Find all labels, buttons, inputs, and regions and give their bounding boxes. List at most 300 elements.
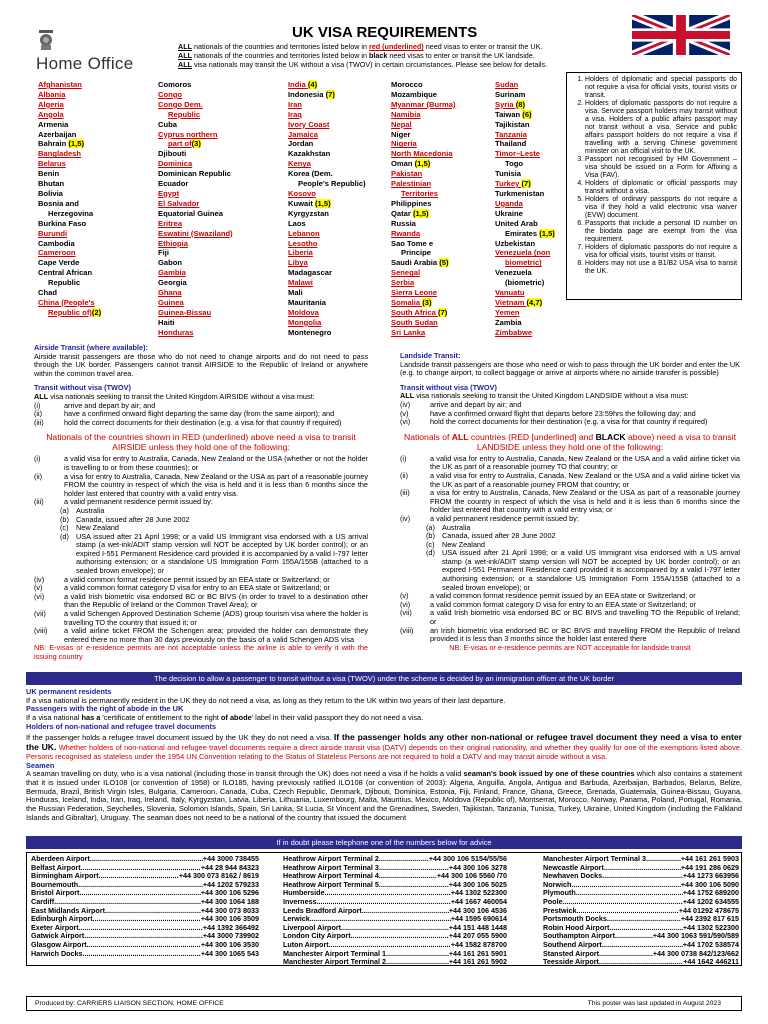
location-name: London City Airport — [283, 931, 351, 941]
country-item — [495, 169, 555, 179]
dot-leader — [607, 915, 681, 924]
list-item — [34, 627, 368, 644]
location-name: Gatwick Airport — [31, 931, 85, 941]
country-name: Honduras — [158, 327, 194, 337]
landside-items-2 — [400, 592, 740, 644]
dot-leader — [105, 907, 201, 916]
country-item — [495, 149, 555, 159]
footnote-item: 5. Holders of ordinary passports do not require a visa if they hold a valid electronic visa waiver (EVW) document. — [585, 196, 737, 220]
country-item — [38, 179, 101, 189]
landside-items — [400, 455, 740, 524]
country-item — [158, 258, 233, 268]
country-footnote-ref: (3) — [422, 297, 432, 307]
item-text: have a confirmed onward flight that departs before 23:59hrs the following day; and — [430, 408, 696, 418]
location-name: Exeter Airport — [31, 922, 79, 932]
item-text: a valid common format category D visa for entry to an EEA state or Switzerland; or — [430, 599, 697, 609]
phone-number: +44 300 1063 591/590/589 — [652, 931, 739, 941]
item-label: (c) — [60, 523, 69, 533]
location-name: Luton Airport — [283, 939, 329, 949]
country-name: Republic — [168, 109, 201, 119]
item-text: hold the correct documents for their destination (e.g. a visa for that country if required) — [430, 417, 708, 427]
country-item — [288, 100, 366, 110]
airside-items-2 — [34, 576, 368, 645]
country-item — [38, 258, 101, 268]
country-footnote-ref: (1,5) — [414, 159, 431, 169]
country-name: Armenia — [38, 119, 69, 129]
country-name: Herzegovina — [48, 208, 94, 218]
country-item — [495, 159, 555, 169]
country-name: South Africa — [391, 307, 438, 317]
country-name: Ecuador — [158, 179, 189, 189]
item-label: (b) — [60, 514, 69, 524]
country-item — [158, 90, 233, 100]
seamen-heading: Seamen — [26, 760, 55, 770]
country-item — [495, 318, 555, 328]
country-name: Rwanda — [391, 228, 421, 238]
country-name: Turkmenistan — [495, 188, 545, 198]
footer-updated: This poster was last updated in August 2023 — [587, 1000, 721, 1007]
location-name: Heathrow Airport Terminal 3 — [283, 862, 379, 872]
country-name: Algeria — [38, 99, 64, 109]
country-footnote-ref: (7) — [521, 179, 531, 189]
country-name: Libya — [288, 258, 308, 268]
item-label: (v) — [34, 583, 43, 593]
intro-text-b: need visas to enter or transit the UK. — [423, 42, 543, 51]
country-footnote-ref: (3) — [191, 139, 201, 149]
item-text: a valid Schengen Approved Destination Scheme (ADS) group tourism visa where the holder is travelling TO the country that issued it; or — [64, 609, 368, 627]
airside-red-heading: Nationals of the countries shown in RED (underlined) above need a visa to transit AIRSIDE unless they hold one of the following: — [46, 432, 356, 453]
phone-number: +44 1273 663956 — [682, 871, 739, 881]
country-item — [288, 318, 366, 328]
dot-leader — [84, 932, 203, 941]
country-item — [288, 149, 366, 159]
dot-leader — [563, 898, 683, 907]
country-name: Mozambique — [391, 89, 437, 99]
country-item — [288, 209, 366, 219]
country-name: Ethiopia — [158, 238, 188, 248]
intro-highlight: red (underlined) — [368, 42, 424, 51]
country-name: Mauritania — [288, 297, 326, 307]
item-text: Canada, issued after 28 June 2002 — [442, 531, 556, 541]
country-name: Cyprus northern — [158, 129, 218, 139]
country-name: Kuwait — [288, 198, 316, 208]
country-name: Ivory Coast — [288, 119, 330, 129]
location-name: Liverpool Airport — [283, 922, 342, 932]
country-name: Cape Verde — [38, 258, 80, 268]
country-item — [158, 278, 233, 288]
country-item — [495, 199, 555, 209]
country-item — [38, 169, 101, 179]
country-name: Myanmar (Burma) — [391, 99, 456, 109]
country-name: (biometric) — [505, 278, 545, 288]
location-name: Heathrow Airport Terminal 5 — [283, 879, 379, 889]
item-label: (i) — [34, 400, 41, 410]
location-name: Newcastle Airport — [543, 862, 604, 872]
country-name: Guinea-Bissau — [158, 307, 212, 317]
country-footnote-ref: (5) — [439, 258, 449, 268]
dot-leader — [79, 924, 203, 933]
item-label: (vii) — [34, 609, 46, 619]
country-item — [158, 239, 233, 249]
twov-decision-banner: The decision to allow a passenger to transit without a visa (TWOV) under the scheme is decided by an immigration officer at the UK border — [26, 672, 742, 685]
phone-number: +44 1667 460054 — [450, 896, 507, 906]
intro-line — [178, 60, 608, 69]
intro-text-a: nationals of the countries and territories listed below in — [191, 51, 369, 61]
country-name: Bosnia and — [38, 198, 79, 208]
country-name: Ukraine — [495, 208, 523, 218]
item-label: (ii) — [34, 409, 43, 419]
country-item — [391, 278, 456, 288]
country-item — [495, 328, 555, 338]
country-footnote-ref: (7) — [437, 307, 448, 317]
country-item — [391, 248, 456, 258]
country-item — [288, 130, 366, 140]
country-name: Taiwan — [495, 109, 523, 119]
country-item — [288, 278, 366, 288]
landside-section — [400, 352, 740, 652]
phone-number: +44 28 944 84323 — [200, 862, 259, 872]
item-text: a valid common format residence permit issued by an EEA state or Switzerland; or — [64, 574, 330, 584]
country-item — [158, 298, 233, 308]
location-name: Leeds Bradford Airport — [283, 905, 362, 915]
dot-leader — [90, 855, 203, 864]
country-item — [391, 120, 456, 130]
country-name: Nepal — [391, 119, 412, 129]
country-column-1 — [38, 80, 101, 318]
country-item — [391, 219, 456, 229]
location-name: Cardiff — [31, 896, 55, 906]
intro-line — [178, 51, 608, 60]
item-label: (v) — [400, 591, 409, 601]
country-name: Palestinian — [391, 179, 432, 189]
item-text: a valid permanent residence permit issued by: — [64, 497, 213, 507]
country-name: Gabon — [158, 258, 183, 268]
country-name: Chad — [38, 288, 57, 298]
country-name: Indonesia — [288, 89, 326, 99]
phone-number: +44 1752 689200 — [682, 888, 739, 898]
item-label: (d) — [426, 548, 435, 558]
country-item — [495, 120, 555, 130]
union-flag-icon — [632, 15, 730, 55]
country-column-2 — [158, 80, 233, 338]
royal-crest-icon — [36, 28, 56, 52]
location-name: Bournemouth — [31, 879, 79, 889]
list-item — [400, 549, 740, 592]
item-label: (c) — [426, 539, 435, 549]
country-footnote-ref: (1,5) — [412, 208, 429, 218]
country-item — [391, 308, 456, 318]
country-item — [288, 258, 366, 268]
country-item — [158, 179, 233, 189]
phone-number: +44 1202 579233 — [202, 879, 259, 889]
country-name: Malawi — [288, 278, 313, 288]
location-name: Heathrow Airport Terminal 4 — [283, 871, 379, 881]
phone-row — [543, 958, 739, 967]
country-item — [158, 199, 233, 209]
country-footnote-ref: (7) — [325, 89, 335, 99]
location-name: Portsmouth Docks — [543, 914, 607, 924]
country-item — [495, 110, 555, 120]
country-item — [288, 169, 366, 179]
country-name: Russia — [391, 218, 416, 228]
country-item — [158, 229, 233, 239]
country-item — [288, 110, 366, 120]
country-item — [391, 130, 456, 140]
item-text: a valid visa for entry to Australia, Canada, New Zealand or the USA and a valid airline ticket via the UK as part of a reasonable journey TO that country; or — [430, 453, 740, 472]
item-text: a valid common format residence permit issued by an EEA state or Switzerland; or — [430, 591, 696, 601]
location-name: Edinburgh Airport — [31, 914, 93, 924]
country-item — [288, 90, 366, 100]
country-name: Bangladesh — [38, 149, 82, 159]
item-label: (vi) — [34, 591, 45, 601]
item-label: (a) — [60, 505, 69, 515]
country-item — [495, 139, 555, 149]
phone-number: +44 191 286 0629 — [680, 862, 739, 872]
country-item — [391, 258, 456, 268]
dot-leader — [576, 889, 683, 898]
country-name: China (People's — [38, 297, 95, 307]
country-name: Kosovo — [288, 188, 316, 198]
dot-leader — [99, 872, 179, 881]
phone-number: +44 300 106 5154/55/56 — [428, 854, 507, 863]
footnotes-box — [566, 72, 742, 300]
item-text: have a confirmed onward flight departing the same day (from the same airport); and — [64, 409, 335, 419]
list-item — [400, 609, 740, 626]
list-item — [400, 489, 740, 515]
landside-intro: ALL visa nationals seeking to transit the United Kingdom LANDSIDE without a visa must: — [400, 391, 689, 401]
item-label: (iv) — [400, 399, 411, 409]
landside-subitems — [400, 524, 740, 593]
country-name: Vanuatu — [495, 288, 525, 298]
country-name: Gambia — [158, 268, 186, 278]
home-office-logo — [36, 28, 156, 73]
item-label: (d) — [60, 531, 69, 541]
country-item — [38, 209, 101, 219]
country-item — [38, 298, 101, 308]
perm-residents-heading: UK permanent residents — [26, 687, 112, 696]
location-name: Heathrow Airport Terminal 2 — [283, 854, 379, 863]
dot-leader — [386, 950, 449, 959]
country-name: South Sudan — [391, 317, 438, 327]
location-name: Newhaven Docks — [543, 871, 603, 881]
country-name: Central African — [38, 268, 93, 278]
airside-section — [34, 344, 368, 662]
phone-number: +44 3000 739902 — [202, 931, 259, 941]
phone-number: +44 2392 817 615 — [680, 914, 739, 924]
country-item — [391, 80, 456, 90]
country-name: Cameroon — [38, 248, 76, 258]
country-name: Tajikistan — [495, 119, 530, 129]
item-text: a valid visa for entry to Australia, Canada, New Zealand or the USA (whether or not the holder is travelling to or from these countries); or — [64, 454, 368, 472]
country-name: Dominica — [158, 159, 193, 169]
country-name: Bhutan — [38, 179, 65, 189]
country-item — [391, 199, 456, 209]
country-item — [288, 229, 366, 239]
country-name: Territories — [401, 188, 438, 198]
country-item — [391, 328, 456, 338]
country-item — [495, 179, 555, 189]
country-item — [158, 219, 233, 229]
phone-number: +44 300 106 3530 — [200, 939, 259, 949]
landside-heading: Landside Transit: — [400, 351, 461, 360]
phone-number: +44 300 106 5296 — [200, 888, 259, 898]
country-name: Djibouti — [158, 149, 187, 159]
country-name: Thailand — [495, 139, 527, 149]
phone-number: +44 1392 366492 — [202, 922, 259, 932]
dot-leader — [646, 855, 681, 864]
phone-number: +44 300 073 8162 / 8619 — [178, 871, 259, 881]
country-name: Uganda — [495, 198, 523, 208]
country-name: Madagascar — [288, 268, 332, 278]
airside-subitems — [34, 507, 368, 576]
country-name: Pakistan — [391, 169, 423, 179]
country-name: Kazakhstan — [288, 149, 331, 159]
country-item — [495, 219, 555, 229]
country-name: Georgia — [158, 278, 187, 288]
dot-leader — [79, 889, 200, 898]
country-item — [495, 248, 555, 258]
country-name: Congo — [158, 89, 183, 99]
list-item — [34, 610, 368, 627]
country-name: North Macedonia — [391, 149, 453, 159]
country-item — [158, 268, 233, 278]
phone-number: +44 1202 634555 — [682, 896, 739, 906]
country-item — [391, 268, 456, 278]
country-item — [38, 199, 101, 209]
phone-number: +44 207 055 5900 — [448, 931, 507, 941]
item-label: (vi) — [400, 599, 411, 609]
item-text: a valid Irish biometric visa endorsed BC or BC BIVS and travelling TO the Republic of Ireland; or — [430, 608, 740, 627]
item-label: (v) — [400, 408, 409, 418]
country-name: Eritrea — [158, 218, 183, 228]
country-item — [288, 308, 366, 318]
item-label: (viii) — [34, 626, 48, 636]
country-item — [288, 248, 366, 258]
item-label: (iii) — [34, 417, 44, 427]
country-item — [391, 149, 456, 159]
dot-leader — [83, 950, 201, 959]
country-item — [495, 288, 555, 298]
dot-leader — [379, 881, 449, 890]
country-name: Timor–Leste — [495, 149, 541, 159]
country-item — [158, 209, 233, 219]
country-item — [495, 209, 555, 219]
country-item — [495, 90, 555, 100]
dot-leader — [615, 932, 653, 941]
item-text: Australia — [76, 505, 105, 515]
country-name: Yemen — [495, 307, 520, 317]
footnotes-list — [571, 76, 737, 276]
country-item — [38, 229, 101, 239]
item-text: a valid common format category D visa for entry to an EEA state or Switzerland; or — [64, 583, 331, 593]
phone-column-1 — [31, 855, 259, 958]
country-item — [391, 209, 456, 219]
country-name: Niger — [391, 129, 411, 139]
item-text: Canada, issued after 28 June 2002 — [76, 514, 190, 524]
country-name: Uzbekistan — [495, 238, 536, 248]
country-item — [495, 258, 555, 268]
page-title: UK VISA REQUIREMENTS — [292, 24, 478, 41]
country-item — [391, 169, 456, 179]
refugee-text: If the passenger holds a refugee travel document issued by the UK they do not need a visa. If the passenger holds any other non-national or refugee travel document they need a visa to enter the UK. Whether holders of non-national and refugee travel documents require a direct airside transit visa (DATV) depends on their original nationality, and whether they qualify for one of the exemptions listed above. Persons recognised as stateless under the 1954 UN Convention relating to the Status of Stateless Persons are not required to hold a DATV and may transit airside without a visa. — [26, 731, 743, 761]
footnote-item: 3. Passport not recognised by HM Government – visa should be issued on a Form for Affixing a Visa (FAV). — [585, 156, 737, 180]
item-text: USA issued after 21 April 1998; or a valid US Immigrant visa endorsed with a US arrival stamp (a wet-ink/ADIT stamp version will NOT be accepted by UK border control); or an expired I-551 Permanent Residence card provided it is accompanied by a valid I-797 letter authorising extension; or a standalone US Immigration Form 155A/155B (attached to a sealed brown envelope); or — [76, 531, 368, 576]
country-item — [158, 100, 233, 110]
phone-number: +44 1595 690614 — [450, 914, 507, 924]
country-name: Mali — [288, 288, 303, 298]
country-name: Haiti — [158, 317, 175, 327]
country-name: Cambodia — [38, 238, 75, 248]
country-item — [158, 139, 233, 149]
list-item — [400, 627, 740, 644]
phone-number: +44 1642 446211 — [683, 957, 739, 967]
country-name: Morocco — [391, 80, 423, 89]
country-item — [38, 110, 101, 120]
location-name: Prestwick — [543, 905, 577, 915]
location-name: Teesside Airport — [543, 957, 599, 967]
location-name: Manchester Airport Terminal 2 — [283, 957, 387, 967]
country-footnote-ref: (8) — [515, 99, 525, 109]
country-name: Eswatini (Swaziland) — [158, 228, 233, 238]
country-name: Kyrgyzstan — [288, 208, 329, 218]
country-name: Zambia — [495, 317, 522, 327]
dot-leader — [351, 932, 449, 941]
country-name: Egypt — [158, 188, 180, 198]
country-footnote-ref: (4,7) — [526, 297, 543, 307]
phone-row — [283, 958, 507, 967]
advice-banner: If in doubt please telephone one of the numbers below for advice — [26, 836, 742, 849]
country-name: Bolivia — [38, 188, 63, 198]
country-item — [391, 139, 456, 149]
country-item — [495, 298, 555, 308]
country-name: Principe — [401, 248, 431, 258]
country-name: Azerbaijan — [38, 129, 77, 139]
landside-twov-heading: Transit without visa (TWOV) — [400, 382, 497, 392]
country-item — [158, 120, 233, 130]
phone-number: +44 300 106 4536 — [448, 905, 507, 915]
country-item — [391, 298, 456, 308]
phone-number: +44 300 1064 188 — [200, 896, 259, 906]
airside-intro: ALL visa nationals seeking to transit the United Kingdom AIRSIDE without a visa must: — [34, 391, 315, 401]
item-label: (iii) — [34, 497, 44, 507]
abode-heading: Passengers with the right of abode in the UK — [26, 704, 184, 714]
country-item — [158, 159, 233, 169]
country-footnote-ref: (1,5) — [315, 198, 331, 208]
location-name: Bristol Airport — [31, 888, 80, 898]
footnote-item: 7. Holders of diplomatic passports do not require a visa for official visits, tourist visits or transit. — [585, 244, 737, 260]
country-name: People's Republic) — [298, 179, 366, 189]
country-item — [495, 268, 555, 278]
country-name: Laos — [288, 218, 306, 228]
airside-paragraph: Airside transit passengers are those who do not need to change airports and do not need to pass through the UK border. Passengers cannot transit AIRSIDE to the Republic of Ireland or anywhere within the common travel area. — [34, 351, 368, 378]
location-name: Southampton Airport — [543, 931, 615, 941]
item-text: arrive and depart by air; and — [430, 399, 522, 409]
phone-number: +44 161 261 5903 — [680, 854, 739, 863]
country-item — [288, 199, 366, 209]
location-name: East Midlands Airport — [31, 905, 106, 915]
country-name: Venezuela — [495, 268, 532, 278]
country-item — [38, 219, 101, 229]
country-name: Saudi Arabia — [391, 258, 440, 268]
country-item — [38, 159, 101, 169]
country-name: Dominican Republic — [158, 169, 231, 179]
country-column-4 — [391, 80, 456, 338]
dot-leader — [87, 941, 201, 950]
country-item — [495, 189, 555, 199]
location-name: Manchester Airport Terminal 1 — [283, 948, 387, 958]
footnote-item: 8. Holders may not use a B1/B2 USA visa to transit the UK. — [585, 260, 737, 276]
country-name: Sao Tome e — [391, 238, 434, 248]
